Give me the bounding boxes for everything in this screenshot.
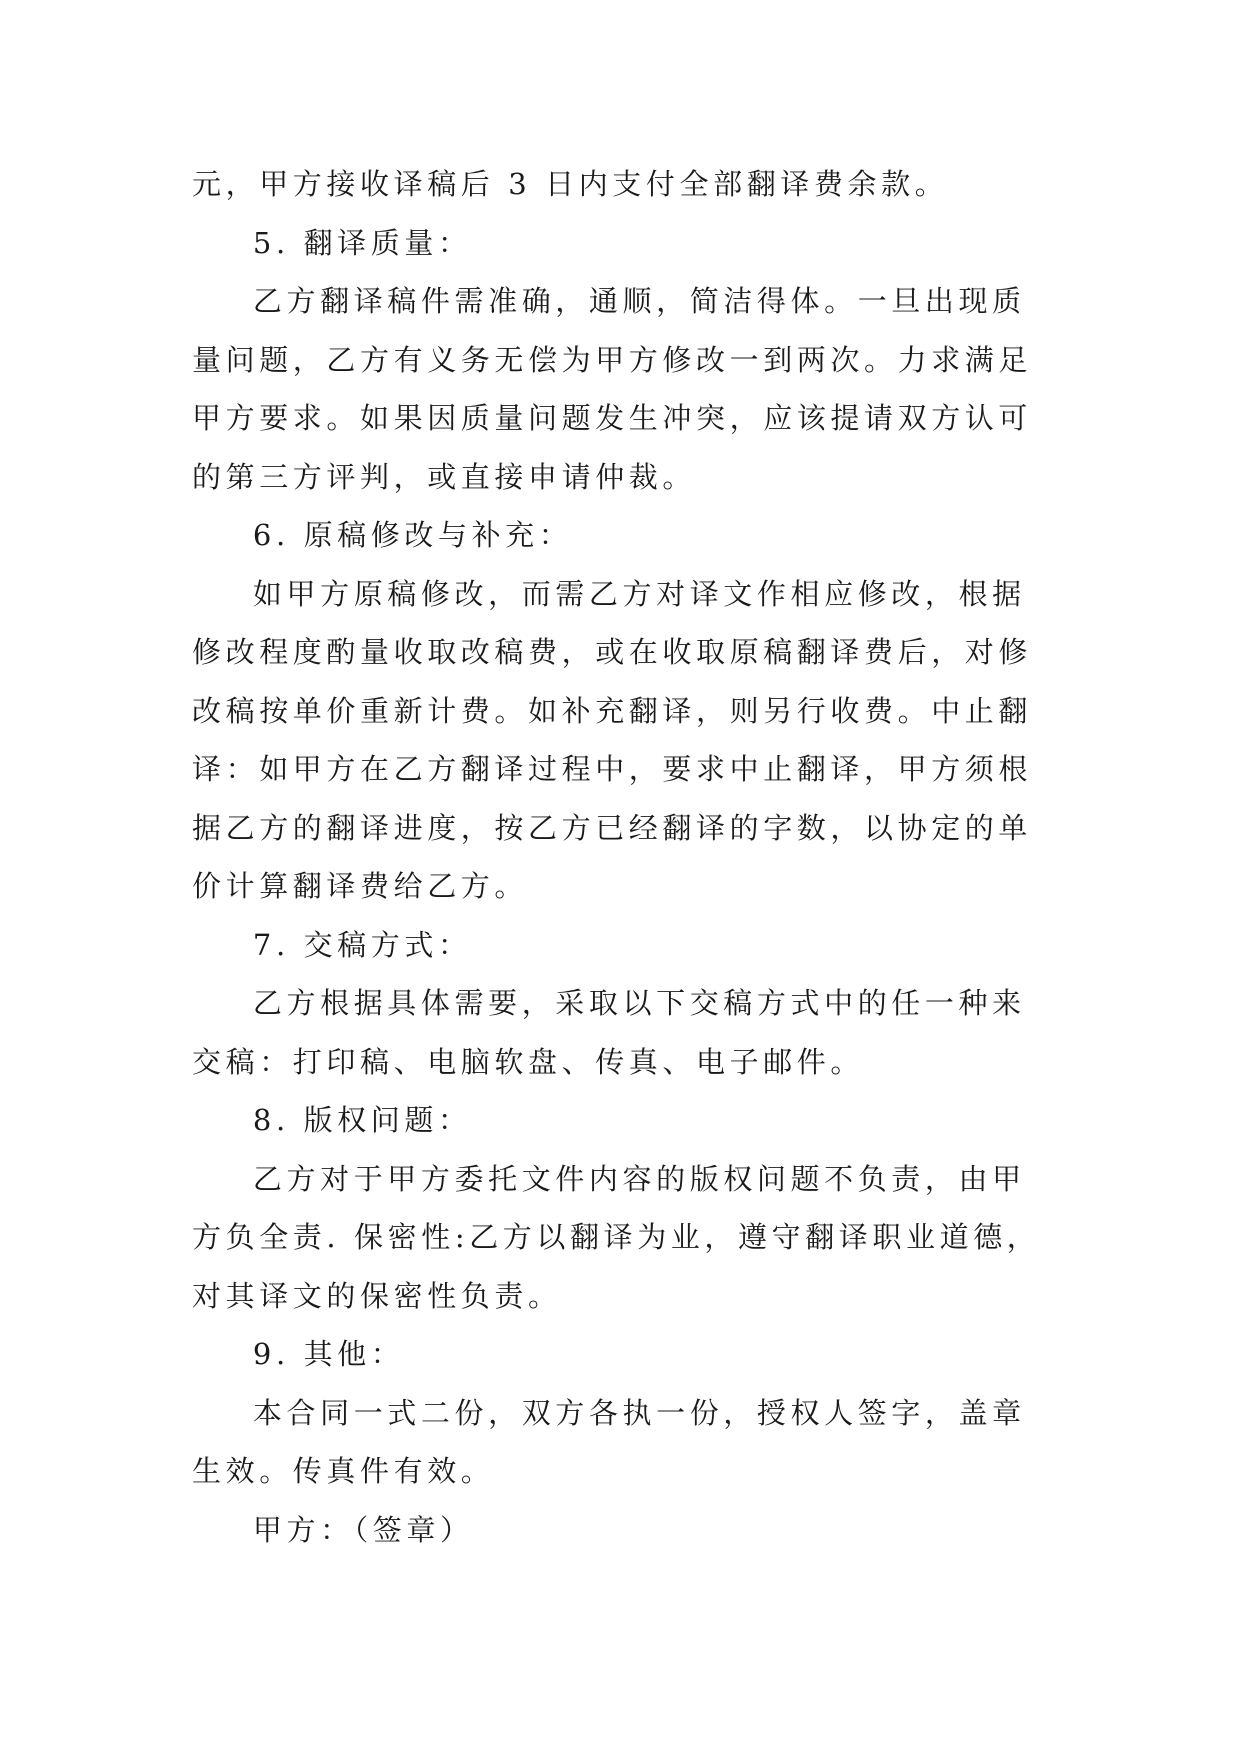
delivery-method-paragraph: 乙方根据具体需要，采取以下交稿方式中的任一种来交稿：打印稿、电脑软盘、传真、电子邮件。: [192, 986, 1026, 1079]
party-a-signature-line: 甲方：（签章）: [252, 1512, 474, 1547]
section-heading-delivery-method: 7. 交稿方式：: [252, 927, 472, 962]
other-terms-paragraph: 本合同一式二份，双方各执一份，授权人签字，盖章生效。传真件有效。: [192, 1395, 1026, 1488]
contract-text: [192, 155, 1052, 1559]
manuscript-revision-paragraph: 如甲方原稿修改，而需乙方对译文作相应修改，根据修改程度酌量收取改稿费，或在收取原稿翻译费后，对修改稿按单价重新计费。如补充翻译，则另行收费。中止翻译：如甲方在乙方翻译过程中，要求中止翻译，甲方须根据乙方的翻译进度，按乙方已经翻译的字数，以协定的单价计算翻译费给乙方。: [192, 576, 1033, 903]
copyright-paragraph: 乙方对于甲方委托文件内容的版权问题不负责，由甲方负全责. 保密性:乙方以翻译为业，遵守翻译职业道德，对其译文的保密性负责。: [192, 1161, 1041, 1313]
section-heading-manuscript-revision: 6. 原稿修改与补充：: [252, 518, 573, 552]
section-heading-copyright: 8. 版权问题：: [252, 1103, 472, 1137]
section-heading-translation-quality: 5. 翻译质量：: [252, 225, 472, 260]
translation-quality-paragraph: 乙方翻译稿件需准确，通顺，简洁得体。一旦出现质量问题，乙方有义务无偿为甲方修改一到两次。力求满足甲方要求。如果因质量问题发生冲突，应该提请双方认可的第三方评判，或直接申请仲裁。: [192, 284, 1033, 494]
payment-continuation-paragraph: 元，甲方接收译稿后 3 日内支付全部翻译费余款。: [192, 167, 949, 201]
section-heading-other: 9. 其他：: [252, 1337, 405, 1371]
